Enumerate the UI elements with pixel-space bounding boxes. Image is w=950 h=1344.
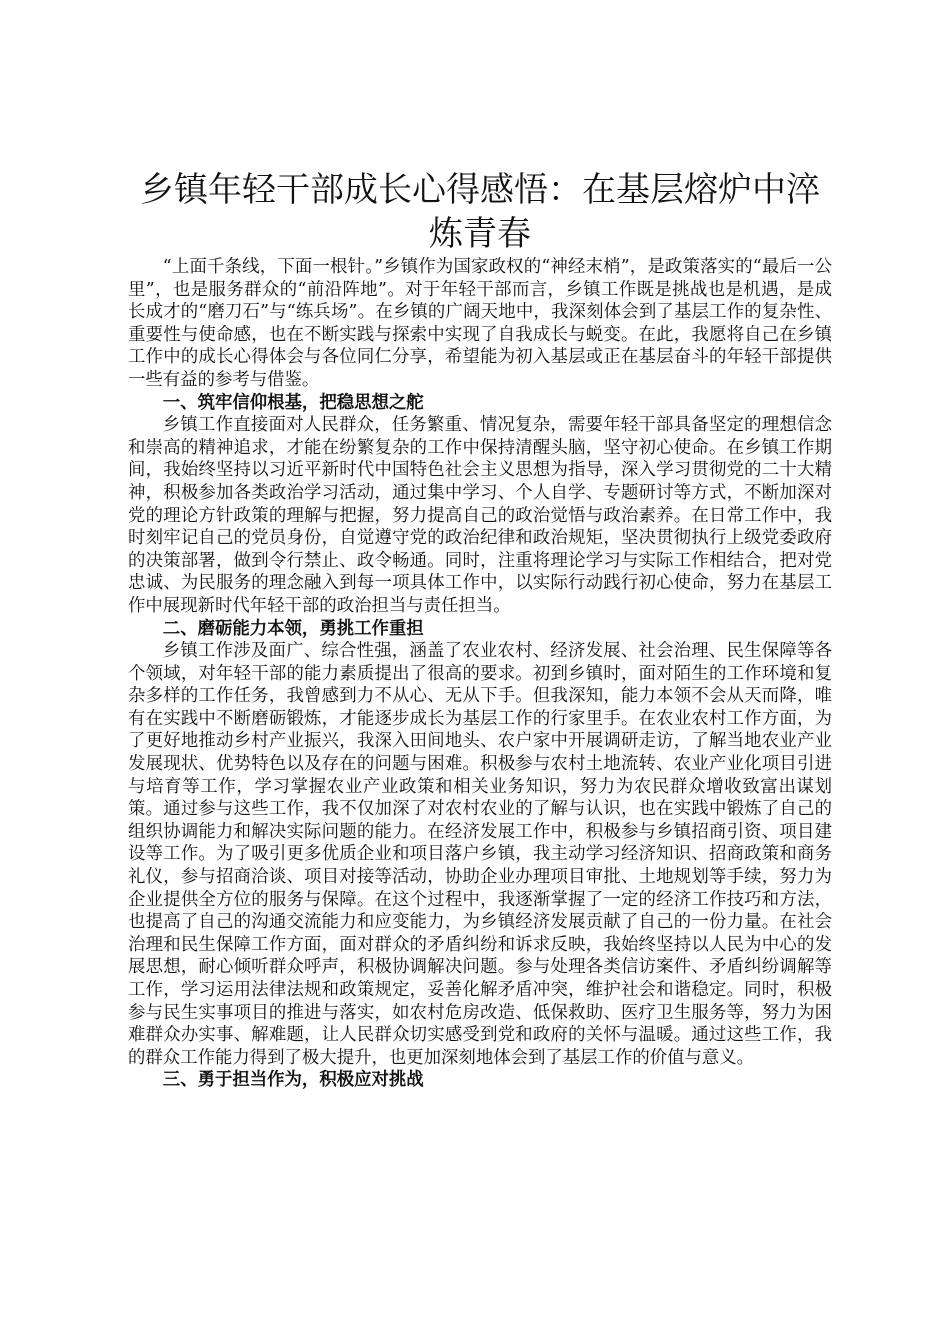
document-page [128, 168, 832, 1092]
section-body-2: 乡镇工作涉及面广、综合性强，涵盖了农业农村、经济发展、社会治理、民生保障等各个领域，对年轻干部的能力素质提出了很高的要求。初到乡镇时，面对陌生的工作环境和复杂多样的工作任务，我曾感到力不从心、无从下手。但我深知，能力本领不会从天而降，唯有在实践中不断磨砺锻炼，才能逐步成长为基层工作的行家里手。在农业农村工作方面，为了更好地推动乡村产业振兴，我深入田间地头、农户家中开展调研走访，了解当地农业产业发展现状、优势特色以及存在的问题与困难。积极参与农村土地流转、农业产业化项目引进与培育等工作，学习掌握农业产业政策和相关业务知识，努力为农民群众增收致富出谋划策。通过参与这些工作，我不仅加深了对农村农业的了解与认识，也在实践中锻炼了自己的组织协调能力和解决实际问题的能力。在经济发展工作中，积极参与乡镇招商引资、项目建设等工作。为了吸引更多优质企业和项目落户乡镇，我主动学习经济知识、招商政策和商务礼仪，参与招商洽谈、项目对接等活动，协助企业办理项目审批、土地规划等手续，努力为企业提供全方位的服务与保障。在这个过程中，我逐渐掌握了一定的经济工作技巧和方法，也提高了自己的沟通交流能力和应变能力，为乡镇经济发展贡献了自己的一份力量。在社会治理和民生保障工作方面，面对群众的矛盾纠纷和诉求反映，我始终坚持以人民为中心的发展思想，耐心倾听群众呼声，积极协调解决问题。参与处理各类信访案件、矛盾纠纷调解等工作，学习运用法律法规和政策规定，妥善化解矛盾冲突，维护社会和谐稳定。同时，积极参与民生实事项目的推进与落实，如农村危房改造、低保救助、医疗卫生服务等，努力为困难群众办实事、解难题，让人民群众切实感受到党和政府的关怀与温暖。通过这些工作，我的群众工作能力得到了极大提升，也更加深刻地体会到了基层工作的价值与意义。 [128, 641, 832, 1068]
section-heading-3: 三、勇于担当作为，积极应对挑战 [162, 1070, 424, 1091]
section-heading-1: 一、筑牢信仰根基，把稳思想之舵 [162, 392, 424, 413]
section-body-1: 乡镇工作直接面对人民群众，任务繁重、情况复杂，需要年轻干部具备坚定的理想信念和崇高的精神追求，才能在纷繁复杂的工作中保持清醒头脑，坚守初心使命。在乡镇工作期间，我始终坚持以习近平新时代中国特色社会主义思想为指导，深入学习贯彻党的二十大精神，积极参加各类政治学习活动，通过集中学习、个人自学、专题研讨等方式，不断加深对党的理论方针政策的理解与把握，努力提高自己的政治觉悟与政治素养。在日常工作中，我时刻牢记自己的党员身份，自觉遵守党的政治纪律和政治规矩，坚决贯彻执行上级党委政府的决策部署，做到令行禁止、政令畅通。同时，注重将理论学习与实际工作相结合，把对党忠诚、为民服务的理念融入到每一项具体工作中，以实际行动践行初心使命，努力在基层工作中展现新时代年轻干部的政治担当与责任担当。 [128, 415, 832, 616]
section-heading-2: 二、磨砺能力本领，勇挑工作重担 [162, 618, 424, 639]
document-title: 乡镇年轻干部成长心得感悟：在基层熔炉中淬炼青春 [140, 170, 820, 254]
intro-paragraph: “上面千条线，下面一根针。”乡镇作为国家政权的“神经末梢”，是政策落实的“最后一公里”，也是服务群众的“前沿阵地”。对于年轻干部而言，乡镇工作既是挑战也是机遇，是成长成才的“磨刀石”与“练兵场”。在乡镇的广阔天地中，我深刻体会到了基层工作的复杂性、重要性与使命感，也在不断实践与探索中实现了自我成长与蜕变。在此，我愿将自己在乡镇工作中的成长心得体会与各位同仁分享，希望能为初入基层或正在基层奋斗的年轻干部提供一些有益的参考与借鉴。 [128, 257, 832, 390]
